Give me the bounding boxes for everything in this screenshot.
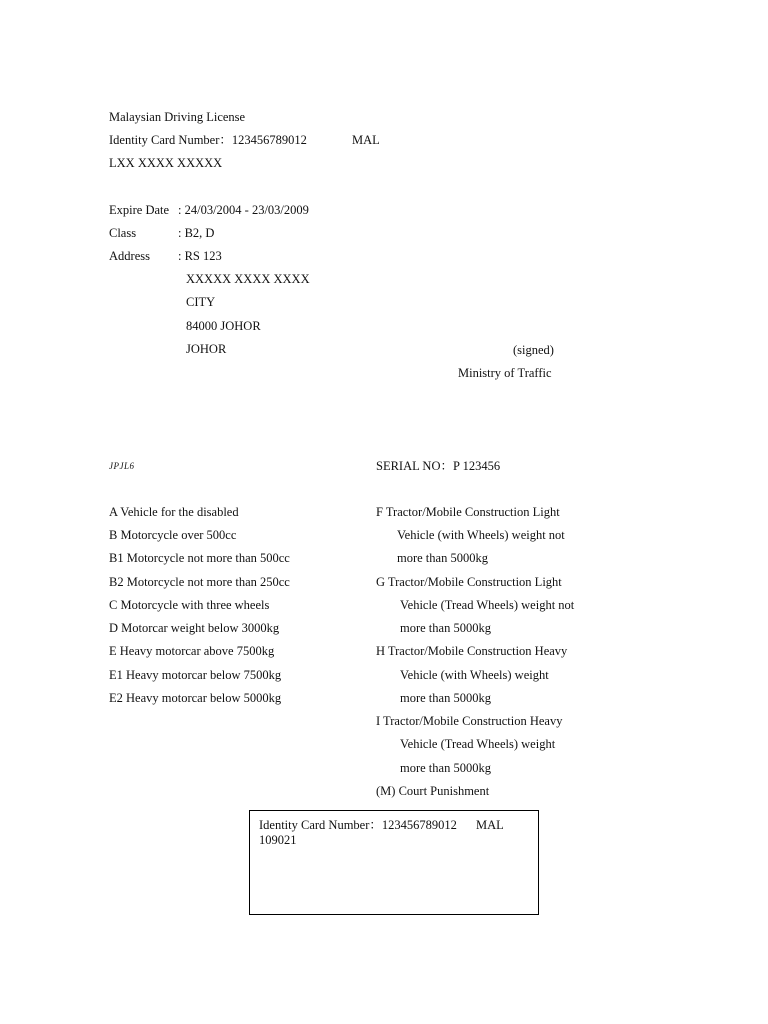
class-item: F Tractor/Mobile Construction Light <box>376 505 560 519</box>
class-item: I Tractor/Mobile Construction Heavy <box>376 714 563 728</box>
address-line: 84000 JOHOR <box>186 319 261 333</box>
address-label: Address <box>109 249 150 263</box>
class-item-continued: more than 5000kg <box>400 761 491 775</box>
class-item-continued: Vehicle (Tread Wheels) weight <box>400 737 556 751</box>
class-item-continued: more than 5000kg <box>400 691 491 705</box>
holder-name: LXX XXXX XXXXX <box>109 156 223 170</box>
nationality-code: MAL <box>352 133 380 147</box>
class-item: E2 Heavy motorcar below 5000kg <box>109 691 282 705</box>
address-line: XXXXX XXXX XXXX <box>186 272 310 286</box>
class-label: Class <box>109 226 137 240</box>
class-item: C Motorcycle with three wheels <box>109 598 270 612</box>
class-item-continued: Vehicle (with Wheels) weight not <box>397 528 565 542</box>
class-item: D Motorcar weight below 3000kg <box>109 621 280 635</box>
class-item: B2 Motorcycle not more than 250cc <box>109 575 290 589</box>
issuing-authority: Ministry of Traffic <box>458 366 552 380</box>
class-item-continued: more than 5000kg <box>397 551 488 565</box>
address-line: : RS 123 <box>178 249 222 263</box>
expire-date-label: Expire Date <box>109 203 170 217</box>
class-item-continued: more than 5000kg <box>400 621 491 635</box>
identity-card-number: Identity Card Number：123456789012 <box>109 133 307 147</box>
class-item: G Tractor/Mobile Construction Light <box>376 575 562 589</box>
address-line: CITY <box>186 295 216 309</box>
class-item: (M) Court Punishment <box>376 784 490 798</box>
expire-date-value: : 24/03/2004 - 23/03/2009 <box>178 203 309 217</box>
class-value: : B2, D <box>178 226 215 240</box>
class-item: A Vehicle for the disabled <box>109 505 239 519</box>
class-item-continued: Vehicle (with Wheels) weight <box>400 668 549 682</box>
box-code: 109021 <box>259 833 297 847</box>
serial-number: SERIAL NO：P 123456 <box>376 459 501 473</box>
document-title: Malaysian Driving License <box>109 110 246 124</box>
form-code: JPJL6 <box>109 461 135 471</box>
class-item: H Tractor/Mobile Construction Heavy <box>376 644 568 658</box>
class-item: E Heavy motorcar above 7500kg <box>109 644 275 658</box>
signed-note: (signed) <box>513 343 554 357</box>
class-item: B Motorcycle over 500cc <box>109 528 237 542</box>
box-nationality-code: MAL <box>476 818 504 832</box>
class-item: E1 Heavy motorcar below 7500kg <box>109 668 282 682</box>
box-identity-card-number: Identity Card Number：123456789012 <box>259 818 457 832</box>
class-item: B1 Motorcycle not more than 500cc <box>109 551 290 565</box>
address-line: JOHOR <box>186 342 227 356</box>
class-item-continued: Vehicle (Tread Wheels) weight not <box>400 598 575 612</box>
